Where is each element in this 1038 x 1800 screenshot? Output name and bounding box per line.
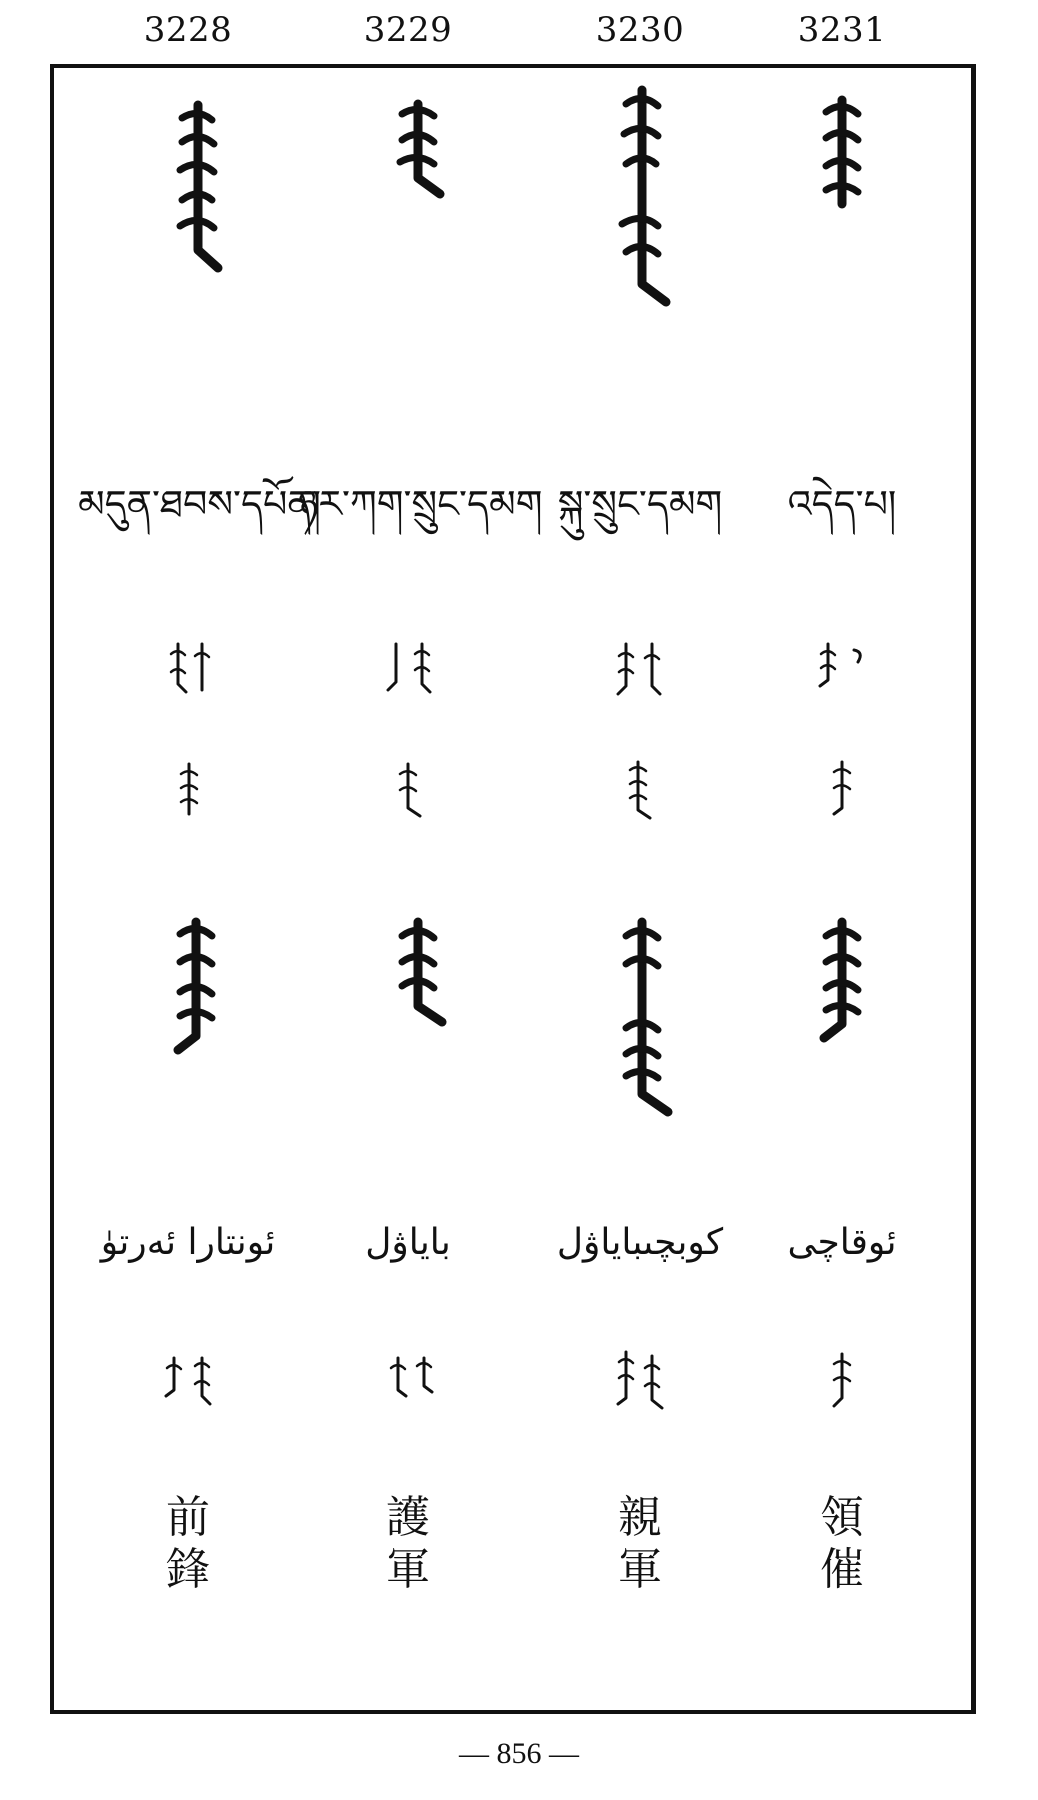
manchu-headword-3231 bbox=[814, 96, 870, 216]
tibetan-term-3228: མདུན་ཐབས་དཔོན། bbox=[78, 482, 322, 526]
manchu-transliteration-3231 bbox=[826, 1350, 862, 1410]
tibetan-term-3230: སྐུ་སྲུང་དམག bbox=[557, 482, 723, 526]
arabic-term-3231: ئوقاچى bbox=[787, 1222, 897, 1263]
chinese-term-3231 bbox=[802, 1492, 882, 1596]
entry-table-frame bbox=[50, 64, 976, 1714]
chinese-char: 親 bbox=[618, 1492, 662, 1543]
mongolian-headword-3229 bbox=[388, 918, 448, 1028]
page-number: — 856 — bbox=[459, 1737, 579, 1770]
manchu-variant-3229 bbox=[392, 760, 428, 820]
manchu-transliteration-3228 bbox=[160, 1352, 220, 1412]
manchu-headword-3229 bbox=[388, 100, 448, 200]
tibetan-term-3231: འདེད་པ། bbox=[787, 482, 897, 526]
entry-number-3230: 3230 bbox=[595, 10, 685, 50]
chinese-char: 領 bbox=[820, 1492, 864, 1543]
manchu-transcription-3229 bbox=[382, 640, 438, 696]
manchu-transcription-3231 bbox=[812, 640, 872, 690]
chinese-char: 鋒 bbox=[166, 1544, 210, 1595]
chinese-char: 護 bbox=[386, 1492, 430, 1543]
manchu-headword-3228 bbox=[168, 100, 228, 275]
mongolian-headword-3230 bbox=[612, 918, 672, 1118]
manchu-transliteration-3230 bbox=[610, 1348, 670, 1412]
manchu-transcription-3230 bbox=[612, 640, 668, 700]
mongolian-headword-3231 bbox=[812, 918, 872, 1048]
manchu-variant-3231 bbox=[826, 758, 858, 818]
entry-number-3231: 3231 bbox=[797, 10, 887, 50]
arabic-term-3229: باياۋل bbox=[365, 1222, 451, 1263]
manchu-variant-3228 bbox=[174, 760, 204, 820]
entry-number-3229: 3229 bbox=[363, 10, 453, 50]
chinese-term-3228 bbox=[148, 1492, 228, 1596]
chinese-char: 軍 bbox=[386, 1544, 430, 1595]
entry-number-3228: 3228 bbox=[143, 10, 233, 50]
arabic-term-3230: كوبچىباياۋل bbox=[556, 1222, 724, 1263]
chinese-char: 催 bbox=[820, 1544, 864, 1595]
manchu-transliteration-3229 bbox=[384, 1352, 440, 1398]
chinese-term-3230 bbox=[600, 1492, 680, 1596]
chinese-char: 前 bbox=[166, 1492, 210, 1543]
manchu-transcription-3228 bbox=[166, 640, 216, 700]
manchu-variant-3230 bbox=[622, 758, 658, 822]
tibetan-term-3229: ཉར་ཀག་སྲུང་དམག bbox=[298, 482, 543, 526]
manchu-headword-3230 bbox=[612, 84, 672, 309]
mongolian-headword-3228 bbox=[166, 918, 226, 1058]
chinese-term-3229 bbox=[368, 1492, 448, 1596]
chinese-char: 軍 bbox=[618, 1544, 662, 1595]
arabic-term-3228: ئونتارا ئەرتۈ bbox=[100, 1222, 276, 1263]
